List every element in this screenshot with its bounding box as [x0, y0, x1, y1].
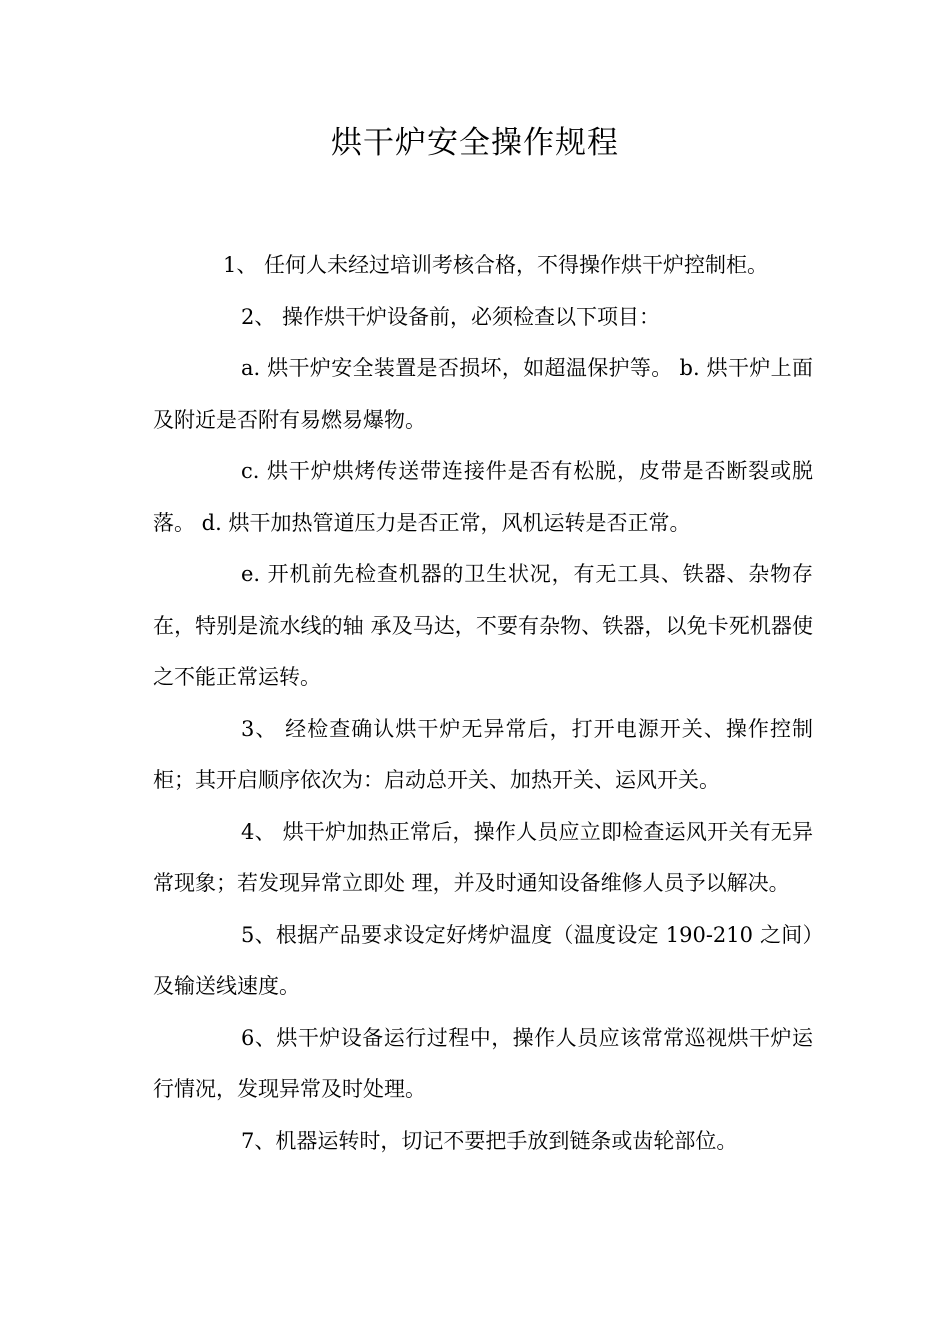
paragraph-2a: a. 烘干炉安全装置是否损坏，如超温保护等。 b. 烘干炉上面及附近是否附有易燃易爆物。 — [153, 356, 813, 432]
paragraph-2c: c. 烘干炉烘烤传送带连接件是否有松脱，皮带是否断裂或脱落。 d. 烘干加热管道压力是否正常，风机运转是否正常。 — [153, 459, 813, 535]
paragraph-6: 6、烘干炉设备运行过程中，操作人员应该常常巡视烘干炉运行情况，发现异常及时处理。 — [153, 1025, 813, 1101]
paragraph-1: 1、 任何人未经过培训考核合格，不得操作烘干炉控制柜。 — [223, 253, 769, 277]
document-body — [153, 240, 813, 1167]
paragraph-4: 4、 烘干炉加热正常后，操作人员应立即检查运风开关有无异常现象；若发现异常立即处 理，并及时通知设备维修人员予以解决。 — [153, 819, 813, 895]
paragraph-3: 3、 经检查确认烘干炉无异常后，打开电源开关、操作控制柜；其开启顺序依次为：启动总开关、加热开关、运风开关。 — [153, 716, 813, 792]
paragraph-5: 5、根据产品要求设定好烤炉温度（温度设定 190-210 之间）及输送线速度。 — [153, 922, 813, 998]
paragraph-2: 2、 操作烘干炉设备前，必须检查以下项目： — [241, 304, 661, 329]
paragraph-2e: e. 开机前先检查机器的卫生状况，有无工具、铁器、杂物存在，特别是流水线的轴 承及马达，不要有杂物、铁器，以免卡死机器使之不能正常运转。 — [153, 562, 813, 689]
document-title: 烘干炉安全操作规程 — [331, 125, 619, 161]
paragraph-7: 7、机器运转时，切记不要把手放到链条或齿轮部位。 — [241, 1128, 738, 1153]
